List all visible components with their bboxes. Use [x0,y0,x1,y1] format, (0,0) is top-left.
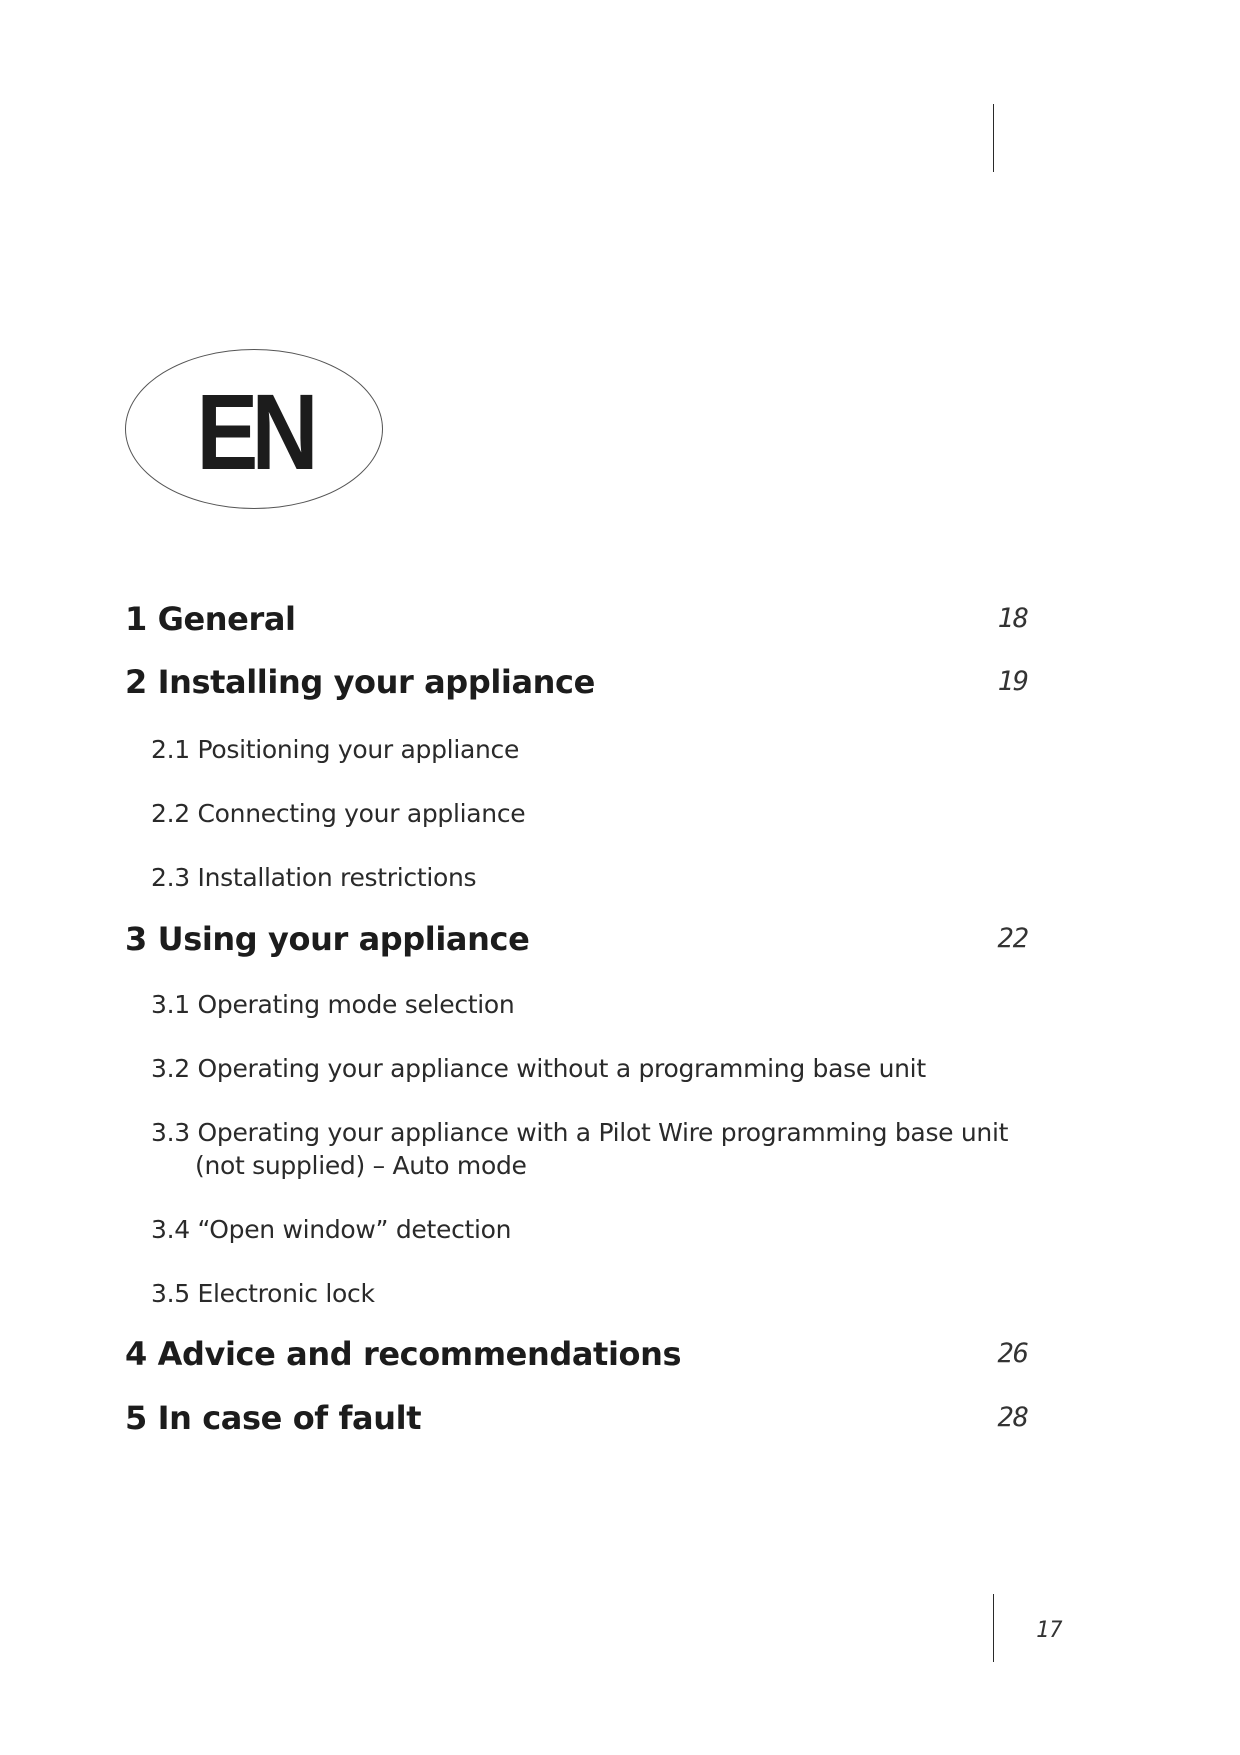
toc-chapter-4[interactable]: 4 Advice and recommendations [125,1335,682,1373]
toc-chapter-1[interactable]: 1 General [125,600,296,638]
toc-section-3-3-label: 3.3 Operating your appliance with a Pilot Wire programming base unit [151,1118,1009,1147]
toc-section-3-5[interactable]: 3.5 Electronic lock [151,1279,375,1308]
language-badge [125,349,383,509]
page-number: 17 [1036,1618,1063,1643]
toc-section-3-3-continuation: (not supplied) – Auto mode [195,1151,527,1180]
toc-chapter-2[interactable]: 2 Installing your appliance [125,663,595,701]
toc-chapter-3-page: 22 [997,923,1028,954]
toc-chapter-5[interactable]: 5 In case of fault [125,1399,422,1437]
toc-chapter-3[interactable]: 3 Using your appliance [125,920,530,958]
language-code: EN [196,370,312,492]
toc-chapter-2-page: 19 [997,666,1028,697]
toc-section-3-4[interactable]: 3.4 “Open window” detection [151,1215,512,1244]
toc-section-3-2[interactable]: 3.2 Operating your appliance without a programming base unit [151,1054,926,1083]
toc-section-2-2[interactable]: 2.2 Connecting your appliance [151,799,526,828]
toc-section-3-3[interactable] [151,1116,1008,1182]
margin-rule-top [993,104,994,172]
toc-chapter-4-page: 26 [997,1338,1028,1369]
margin-rule-bottom [993,1594,994,1662]
toc-chapter-1-page: 18 [997,603,1028,634]
toc-chapter-5-page: 28 [997,1402,1028,1433]
toc-section-3-1[interactable]: 3.1 Operating mode selection [151,990,515,1019]
toc-section-2-1[interactable]: 2.1 Positioning your appliance [151,735,520,764]
toc-section-2-3[interactable]: 2.3 Installation restrictions [151,863,477,892]
